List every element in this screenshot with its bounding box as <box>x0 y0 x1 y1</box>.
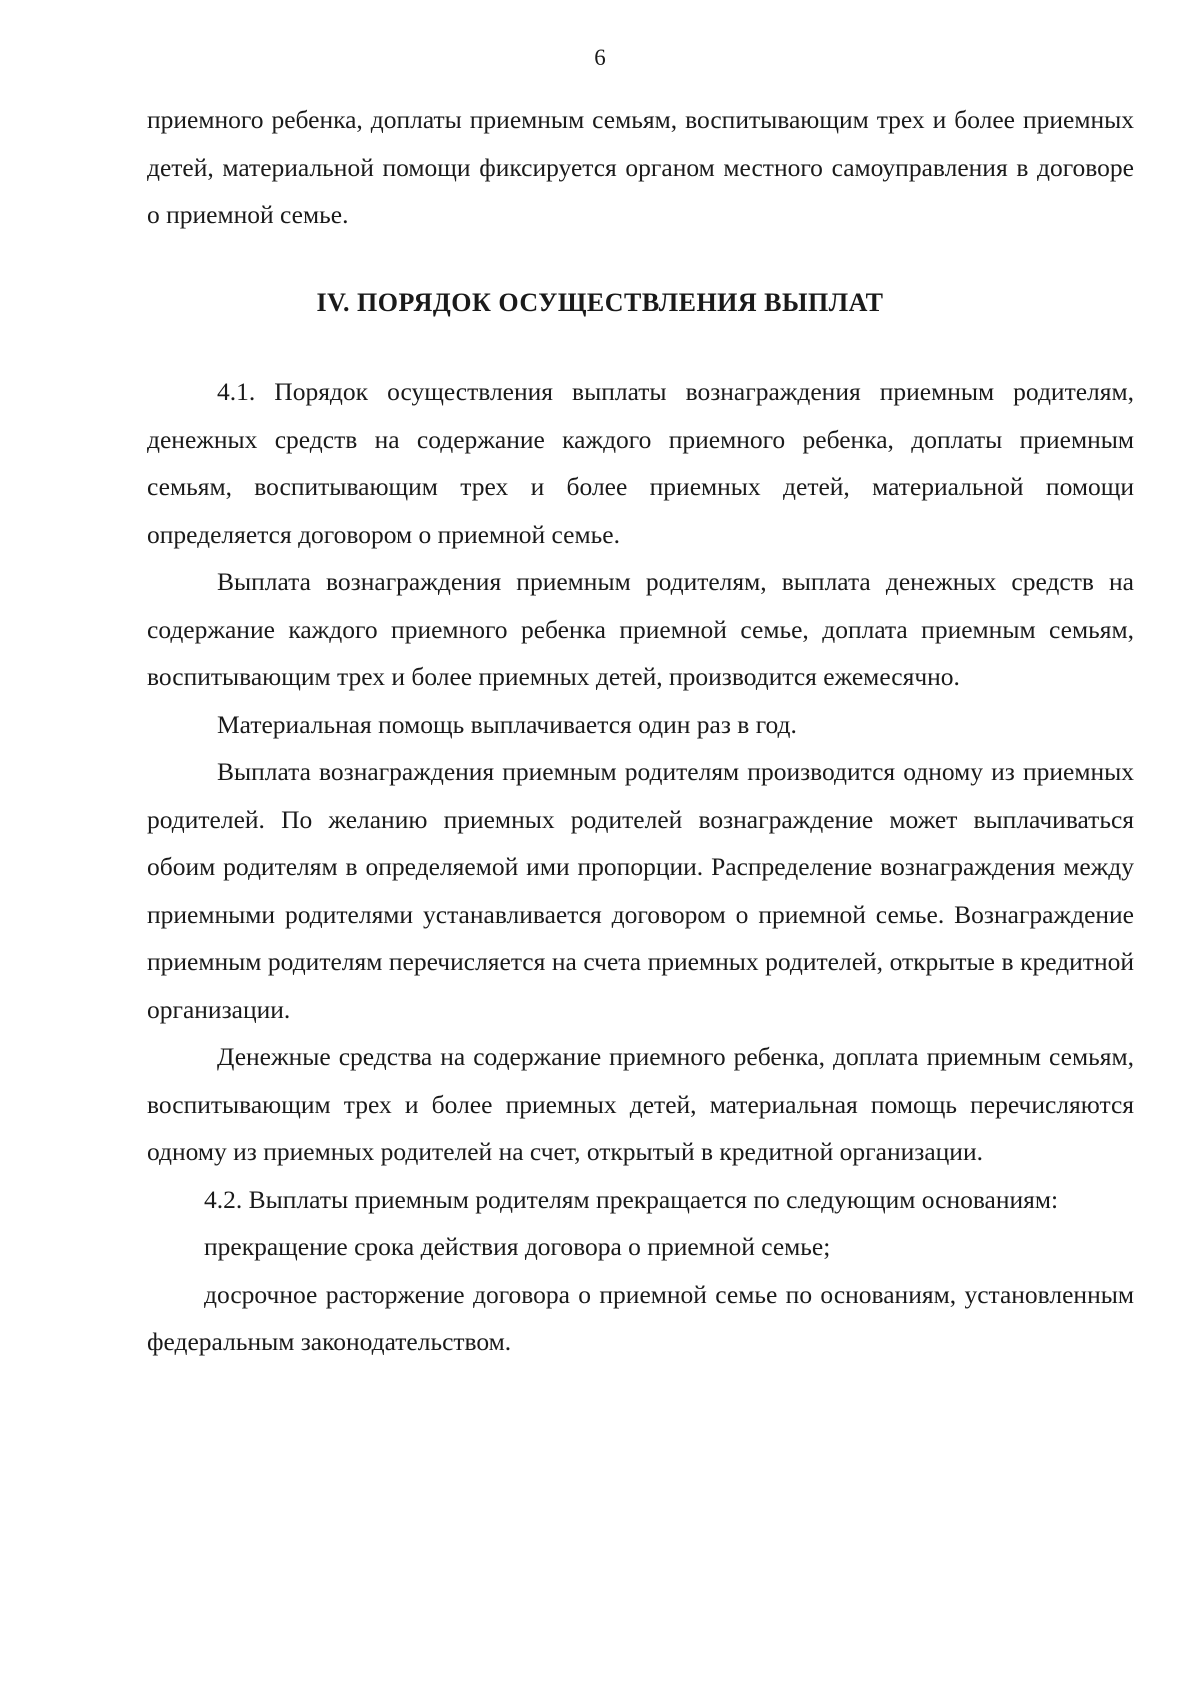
continuation-paragraph: приемного ребенка, доплаты приемным семьям, воспитывающим трех и более приемных детей, материальной помощи фиксируется органом местного самоуправления в договоре о приемной семье. <box>147 105 1134 229</box>
list-item-contract-expiry: прекращение срока действия договора о приемной семье; <box>204 1232 831 1261</box>
paragraph-4-2: 4.2. Выплаты приемным родителям прекращается по следующим основаниям: <box>204 1184 1059 1214</box>
paragraph-funds-transfer: Денежные средства на содержание приемного ребенка, доплата приемным семьям, воспитывающим трех и более приемных детей, материальная помощь перечисляются одному из приемных родителей на счет, открытый в кредитной организации. <box>147 1042 1134 1166</box>
page-number: 6 <box>594 45 606 70</box>
continuation-paragraph-block <box>147 96 1134 239</box>
paragraph-material-aid: Материальная помощь выплачивается один раз в год. <box>217 709 797 739</box>
section-heading: IV. ПОРЯДОК ОСУЩЕСТВЛЕНИЯ ВЫПЛАТ <box>316 288 884 317</box>
paragraph-4-1: 4.1. Порядок осуществления выплаты вознаграждения приемным родителям, денежных средств на содержание каждого приемного ребенка, доплаты приемным семьям, воспитывающим трех и более приемных детей, материальной помощи определяется договором о приемной семье. <box>147 377 1134 549</box>
paragraph-reward-distribution: Выплата вознаграждения приемным родителям производится одному из приемных родителей. По желанию приемных родителей вознаграждение может выплачиваться обоим родителям в определяемой ими пропорции. Распределение вознаграждения между приемными родителями устанавливается договором о приемной семье. Вознаграждение приемным родителям перечисляется на счета приемных родителей, открытые в кредитной организации. <box>147 757 1134 1024</box>
list-item-early-termination: досрочное расторжение договора о приемной семье по основаниям, установленным федеральным законодательством. <box>147 1279 1134 1356</box>
paragraph-monthly-payment: Выплата вознаграждения приемным родителям, выплата денежных средств на содержание каждого приемного ребенка приемной семье, доплата приемным семьям, воспитывающим трех и более приемных детей, производится ежемесячно. <box>147 567 1134 691</box>
section-body <box>147 368 1134 1366</box>
